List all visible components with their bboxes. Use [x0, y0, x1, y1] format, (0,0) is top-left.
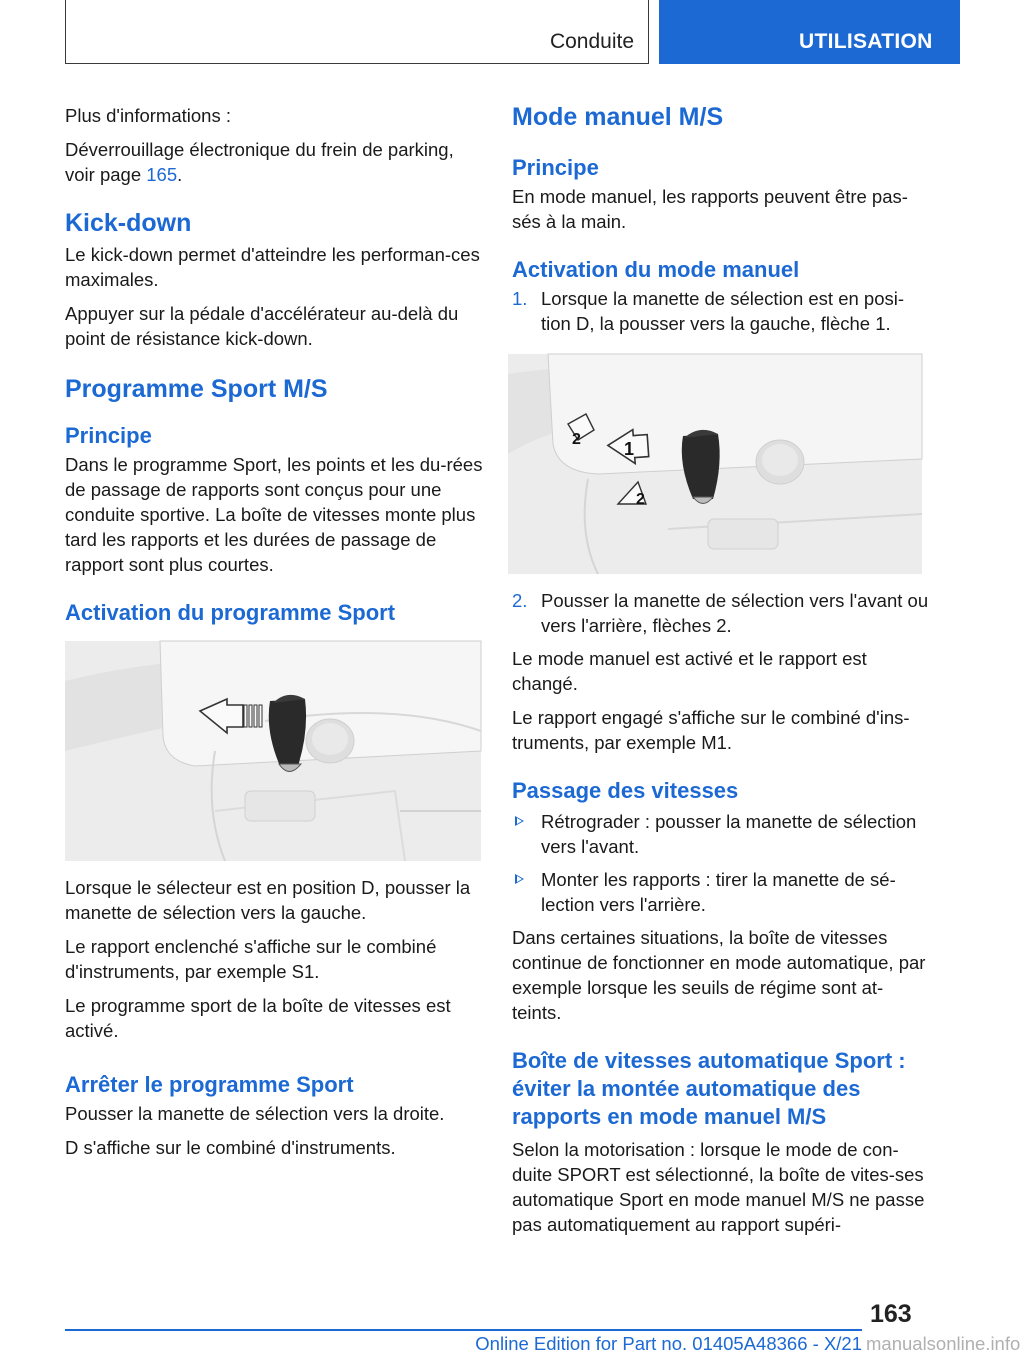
- after-text-1: Le mode manuel est activé et le rapport est changé.: [512, 648, 867, 694]
- step-number-2: 2.: [512, 590, 528, 611]
- info-text: Déverrouillage électronique du frein de parking, voir page: [65, 139, 454, 185]
- info-paragraph: [65, 137, 483, 187]
- step-text-1: Lorsque la manette de sélection est en posi-tion D, la pousser vers la gauche, flèche 1.: [541, 288, 905, 334]
- principe-text-right: En mode manuel, les rapports peuvent être pas-sés à la main.: [512, 186, 908, 232]
- right-column: [512, 103, 930, 1246]
- step-item-1: [512, 286, 930, 336]
- situations-text: Dans certaines situations, la boîte de vitesses continue de fonctionner en mode automatique, par exemple lorsque les seuils de régime sont at-teints.: [512, 927, 926, 1023]
- step-text-2: Pousser la manette de sélection vers l'avant ou vers l'arrière, flèches 2.: [541, 590, 929, 636]
- activation-text-2: Le rapport enclenché s'affiche sur le combiné d'instruments, par exemple S1.: [65, 936, 437, 982]
- heading-principe-left: Principe: [65, 423, 152, 448]
- triangle-bullet-icon: [515, 874, 524, 884]
- heading-sport-program: Programme Sport M/S: [65, 375, 328, 403]
- watermark-text: manualsonline.info: [866, 1333, 1020, 1354]
- activation-text-1: Lorsque le sélecteur est en position D, pousser la manette de sélection vers la gauche.: [65, 877, 471, 923]
- shift-bullets: [512, 809, 930, 917]
- triangle-bullet-icon: [515, 816, 524, 826]
- arrow-label-2a: 2: [572, 431, 581, 448]
- header-section-tab: [65, 0, 649, 64]
- page-link-165[interactable]: 165: [146, 164, 178, 185]
- info-end: .: [177, 164, 183, 185]
- bullet-text-2: Monter les rapports : tirer la manette de sé-lection vers l'arrière.: [541, 869, 896, 915]
- bullet-item-1: [512, 809, 930, 859]
- arret-text-1: Pousser la manette de sélection vers la droite.: [65, 1103, 445, 1124]
- heading-activation-sport: Activation du programme Sport: [65, 600, 396, 625]
- footer-divider: [65, 1329, 862, 1331]
- heading-passage: Passage des vitesses: [512, 778, 739, 803]
- info-label: Plus d'informations :: [65, 105, 231, 126]
- left-column: [65, 103, 483, 1169]
- activation-steps-2: [512, 588, 930, 638]
- bullet-text-1: Rétrograder : pousser la manette de sélection vers l'avant.: [541, 811, 917, 857]
- page-number: 163: [870, 1300, 912, 1328]
- header-chapter-label: UTILISATION: [799, 30, 933, 53]
- step-item-2: [512, 588, 930, 638]
- arrow-label-2b: 2: [636, 491, 645, 508]
- activation-text-3: Le programme sport de la boîte de vitesses est activé.: [65, 995, 451, 1041]
- heading-activation-manual: Activation du mode manuel: [512, 257, 800, 282]
- heading-arret-sport: Arrêter le programme Sport: [65, 1072, 354, 1097]
- gear-selector-illustration: [65, 641, 481, 861]
- heading-kickdown: Kick-down: [65, 209, 192, 237]
- activation-steps-1: [512, 286, 930, 336]
- manual-shift-illustration: [508, 354, 922, 574]
- principe-text-left: Dans le programme Sport, les points et les du-rées de passage de rapports sont conçus pour une conduite sportive. La boîte de vitesses monte plus tard les rapports et les durées de passage de rapport sont plus courtes.: [65, 454, 483, 575]
- heading-principe-right: Principe: [512, 155, 599, 180]
- arret-text-2: D s'affiche sur le combiné d'instruments.: [65, 1137, 396, 1158]
- kickdown-text-1: Le kick-down permet d'atteindre les performan-ces maximales.: [65, 244, 480, 290]
- heading-manual-mode: Mode manuel M/S: [512, 103, 724, 131]
- footer-edition: Online Edition for Part no. 01405A48366 - X/21: [475, 1333, 862, 1354]
- arrow-label-1: 1: [624, 439, 635, 459]
- boite-text: Selon la motorisation : lorsque le mode de con-duite SPORT est sélectionné, la boîte de vites-ses automatique Sport en mode manuel M/S ne passe pas automatiquement au rapport supéri-: [512, 1139, 925, 1235]
- figure-selector-left: [65, 641, 481, 861]
- step-number-1: 1.: [512, 288, 528, 309]
- header-chapter-tab: [659, 0, 960, 64]
- after-text-2: Le rapport engagé s'affiche sur le combiné d'ins-truments, par exemple M1.: [512, 707, 910, 753]
- header-section-label: Conduite: [549, 30, 634, 53]
- figure-selector-right: [508, 354, 922, 574]
- bullet-item-2: [512, 867, 930, 917]
- heading-boite-sport: Boîte de vitesses automatique Sport : éviter la montée automatique des rapports en mode manuel M/S: [512, 1048, 906, 1129]
- kickdown-text-2: Appuyer sur la pédale d'accélérateur au-delà du point de résistance kick-down.: [65, 303, 459, 349]
